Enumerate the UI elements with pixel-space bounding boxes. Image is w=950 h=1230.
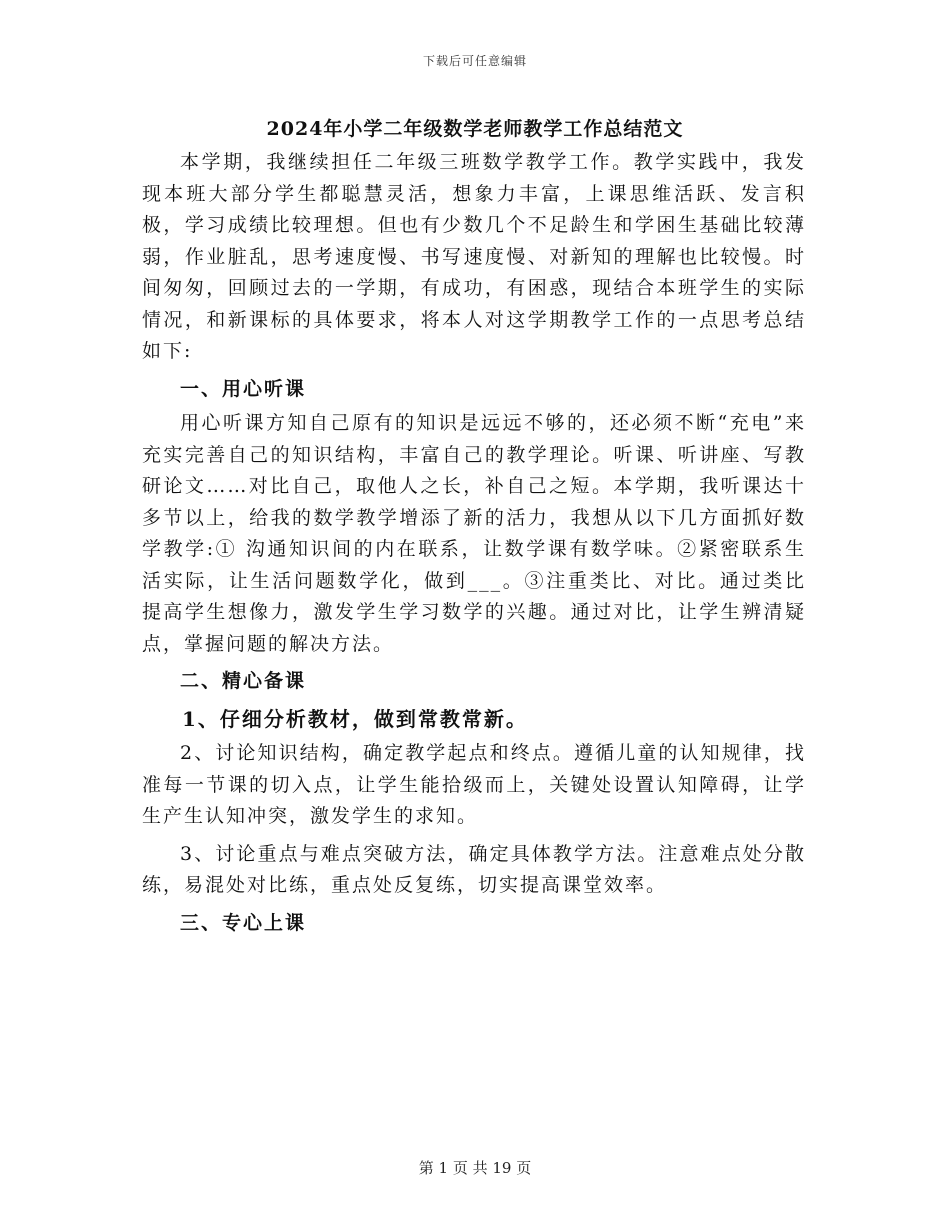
section-heading-teaching: 三、专心上课: [180, 911, 307, 934]
page-header-note: 下载后可任意编辑: [422, 54, 527, 68]
preparation-item-1: 1、仔细分析教材，做到常教常新。: [182, 706, 528, 731]
section-heading-listening: 一、用心听课: [180, 377, 307, 400]
intro-paragraph: 本学期，我继续担任二年级三班数学教学工作。教学实践中，我发现本班大部分学生都聪慧灵活，想象力丰富，上课思维活跃、发言积极，学习成绩比较理想。但也有少数几个不足龄生和学困生基础比较薄弱，作业脏乱，思考速度慢、书写速度慢、对新知的理解也比较慢。时间匆匆，回顾过去的一学期，有成功，有困惑，现结合本班学生的实际情况，和新课标的具体要求，将本人对这学期教学工作的一点思考总结如下:: [142, 151, 806, 362]
preparation-item-3: 3、讨论重点与难点突破方法，确定具体教学方法。注意难点处分散练，易混处对比练，重点处反复练，切实提高课堂效率。: [142, 842, 806, 896]
document-title: 2024年小学二年级数学老师教学工作总结范文: [266, 118, 684, 140]
page-footer-number: 第 1 页 共 19 页: [418, 1159, 532, 1177]
section-heading-preparation: 二、精心备课: [180, 670, 307, 692]
listening-paragraph: 用心听课方知自己原有的知识是远远不够的，还必须不断“充电”来充实完善自己的知识结构，丰富自己的教学理论。听课、听讲座、写教研论文……对比自己，取他人之长，补自己之短。本学期，我听课达十多节以上，给我的数学教学增添了新的活力，我想从以下几方面抓好数学教学:① 沟通知识间的内在联系，让数学课有数学味。②紧密联系生活实际，让生活问题数学化，做到___。③注重类比、对比。通过类比提高学生想像力，激发学生学习数学的兴趣。通过对比，让学生辨清疑点，掌握问题的解决方法。: [142, 412, 806, 655]
preparation-item-2: 2、讨论知识结构，确定教学起点和终点。遵循儿童的认知规律，找准每一节课的切入点，让学生能拾级而上，关键处设置认知障碍，让学生产生认知冲突，激发学生的求知。: [142, 742, 806, 827]
document-body: [142, 147, 806, 939]
